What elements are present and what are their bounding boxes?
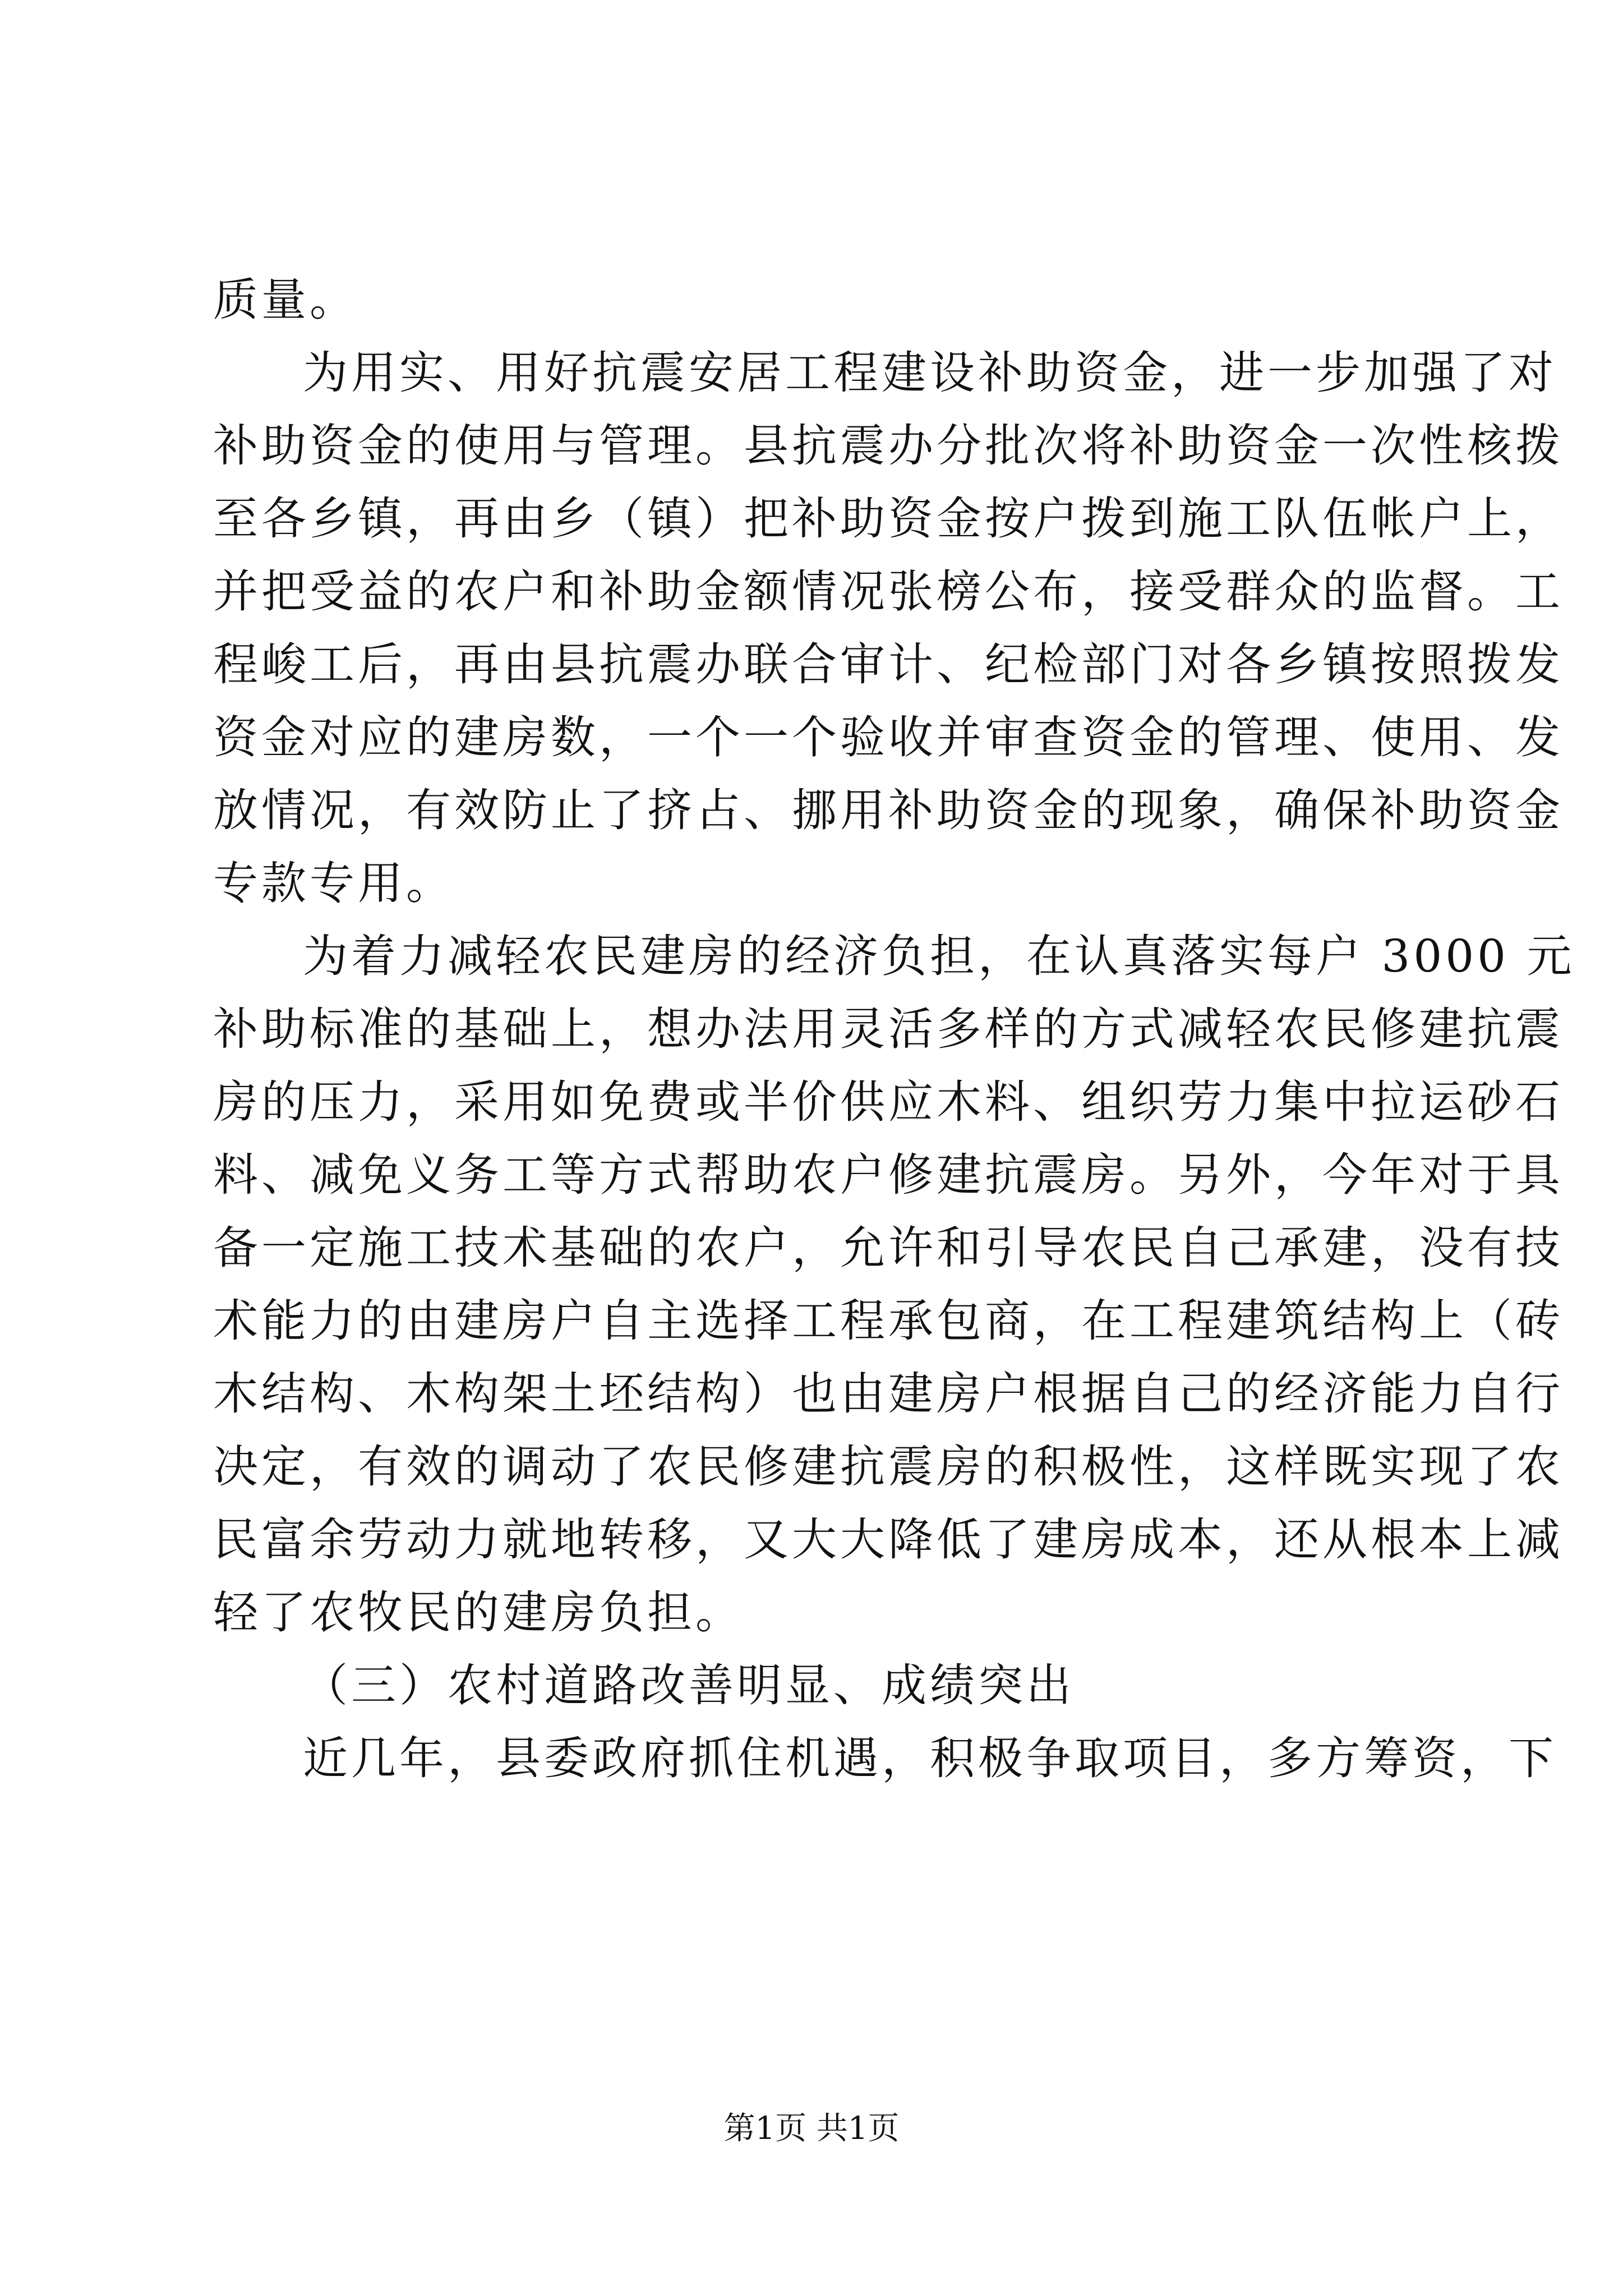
paragraph-first-line: 为用实、用好抗震安居工程建设补助资金，进一步加强了对	[303, 347, 1557, 399]
text-line: 至各乡镇，再由乡（镇）把补助资金按户拨到施工队伍帐户上，	[213, 493, 1564, 545]
text-line: 程峻工后，再由县抗震办联合审计、纪检部门对各乡镇按照拨发	[213, 638, 1564, 691]
text-line: 木结构、木构架土坯结构）也由建房户根据自己的经济能力自行	[213, 1368, 1564, 1420]
text-line: 房的压力，采用如免费或半价供应木料、组织劳力集中拉运砂石	[213, 1076, 1564, 1128]
text-line: 术能力的由建房户自主选择工程承包商，在工程建筑结构上（砖	[213, 1295, 1564, 1347]
text-line: 轻了农牧民的建房负担。	[213, 1586, 744, 1639]
text-line: 补助资金的使用与管理。县抗震办分批次将补助资金一次性核拨	[213, 420, 1564, 472]
text-line: 补助标准的基础上，想办法用灵活多样的方式减轻农民修建抗震	[213, 1003, 1564, 1055]
text-line: 放情况，有效防止了挤占、挪用补助资金的现象，确保补助资金	[213, 784, 1564, 836]
paragraph-first-line: 为着力减轻农民建房的经济负担，在认真落实每户 3000 元	[303, 930, 1575, 982]
text-line: 料、减免义务工等方式帮助农户修建抗震房。另外，今年对于具	[213, 1149, 1564, 1201]
page-footer: 第1页 共1页	[723, 2110, 900, 2147]
section-heading: （三）农村道路改善明显、成绩突出	[303, 1659, 1075, 1711]
paragraph-first-line: 近几年，县委政府抓住机遇，积极争取项目，多方筹资，下	[303, 1732, 1557, 1784]
text-line: 备一定施工技术基础的农户，允许和引导农民自己承建，没有技	[213, 1222, 1564, 1274]
text-line: 质量。	[213, 274, 358, 326]
text-line: 民富余劳动力就地转移，又大大降低了建房成本，还从根本上减	[213, 1513, 1564, 1566]
text-line: 专款专用。	[213, 857, 454, 909]
text-line: 并把受益的农户和补助金额情况张榜公布，接受群众的监督。工	[213, 565, 1564, 618]
text-line: 资金对应的建房数，一个一个验收并审查资金的管理、使用、发	[213, 711, 1564, 763]
text-line: 决定，有效的调动了农民修建抗震房的积极性，这样既实现了农	[213, 1441, 1564, 1493]
